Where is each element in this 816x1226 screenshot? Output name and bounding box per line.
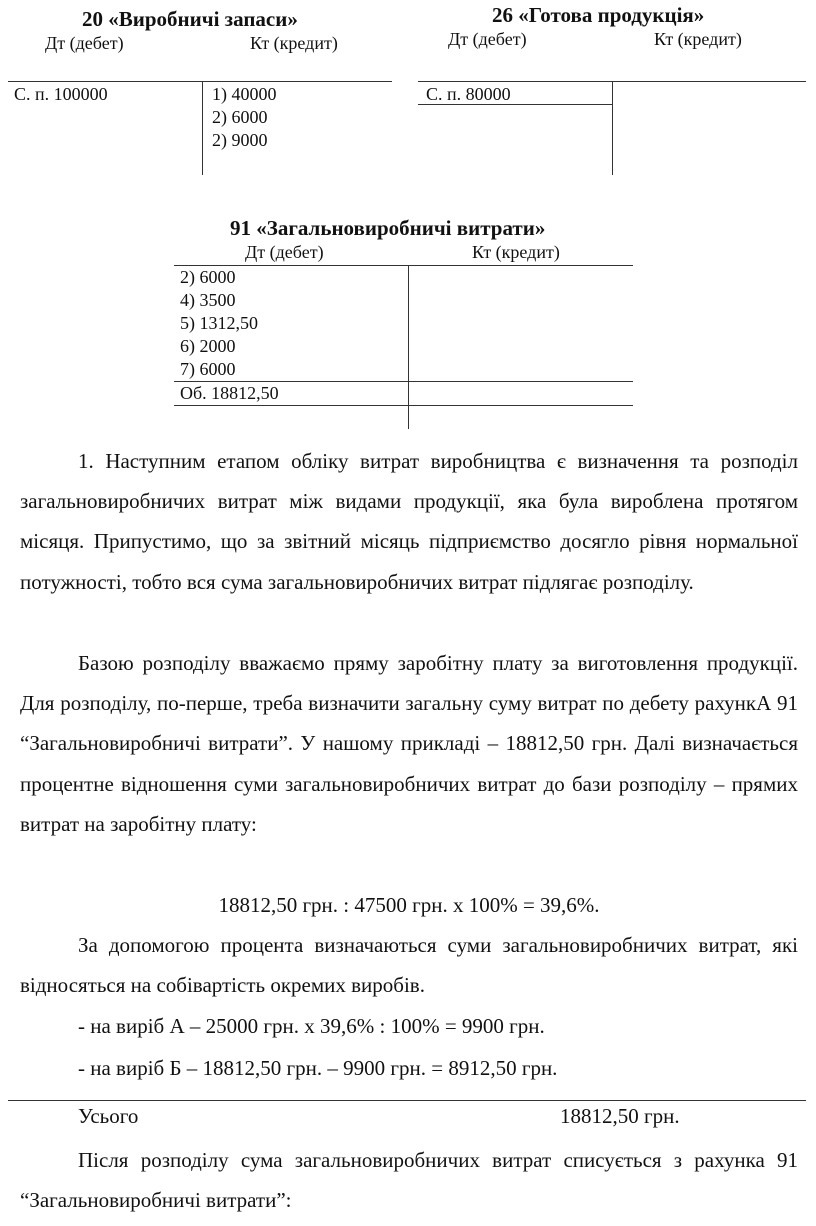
account-26-debit-label: Дт (дебет) [448,29,527,49]
account-91-debit-entry: 2) 6000 [180,267,236,287]
item-b: - на виріб Б – 18812,50 грн. – 9900 грн. = 8912,50 грн. [78,1056,558,1080]
account-91-debit-entry: 7) 6000 [180,359,236,379]
account-91-debit-label: Дт (дебет) [245,242,324,262]
account-26-divider [612,81,613,175]
total-label: Усього [78,1104,139,1128]
paragraph-1-text: 1. Наступним етапом обліку витрат виробництва є визначення та розподіл загальновиробничих витрат між видами продукції, яка була вироблена протягом місяця. Припустимо, що за звітний місяць підприємство досягло рівня нормальної потужності, тобто вся сума загальновиробничих витрат підлягає розподілу. [20,449,798,594]
account-20-debit-entry: С. п. 100000 [14,84,108,104]
paragraph-1 [20,441,798,602]
account-91-credit-label: Кт (кредит) [472,242,560,262]
paragraph-4-text: Після розподілу сума загальновиробничих витрат списується з рахунка 91 “Загальновиробничі витрати”: [20,1148,798,1213]
account-26-credit-label: Кт (кредит) [654,29,742,49]
paragraph-3 [20,925,798,1005]
account-91-debit-entry: 5) 1312,50 [180,313,258,333]
paragraph-4 [20,1140,798,1220]
account-20-credit-entry: 2) 6000 [212,107,268,127]
account-20-credit-label: Кт (кредит) [250,33,338,53]
account-91-top-rule [174,265,633,266]
item-a: - на виріб А – 25000 грн. х 39,6% : 100% = 9900 грн. [78,1014,545,1038]
account-20-debit-label: Дт (дебет) [45,33,124,53]
account-91-debit-entry: 4) 3500 [180,290,236,310]
account-26-title: 26 «Готова продукція» [492,3,705,27]
account-20-title: 20 «Виробничі запаси» [82,7,298,31]
account-20-divider [202,81,203,175]
paragraph-3-text: За допомогою процента визначаються суми загальновиробничих витрат, які відносяться на собівартість окремих виробів. [20,933,798,998]
total-value: 18812,50 грн. [560,1104,680,1128]
account-26-debit-entry: С. п. 80000 [426,84,511,104]
account-91-debit-entry: 6) 2000 [180,336,236,356]
paragraph-2 [20,643,798,844]
account-20-credit-entry: 2) 9000 [212,130,268,150]
account-20-top-rule [8,81,392,82]
account-20-credit-entry: 1) 40000 [212,84,277,104]
formula: 18812,50 грн. : 47500 грн. х 100% = 39,6%. [218,893,600,917]
account-91-turnover: Об. 18812,50 [180,383,279,403]
paragraph-2-text: Базою розподілу вважаємо пряму заробітну плату за виготовлення продукції. Для розподілу, по-перше, треба визначити загальну суму витрат по дебету рахункА 91 “Загальновиробничі витрати”. У нашому прикладі – 18812,50 грн. Далі визначається процентне відношення суми загальновиробничих витрат до бази розподілу – прямих витрат на заробітну плату: [20,651,798,836]
account-91-bottom-rule [174,405,633,406]
account-91-title: 91 «Загальновиробничі витрати» [230,216,546,240]
